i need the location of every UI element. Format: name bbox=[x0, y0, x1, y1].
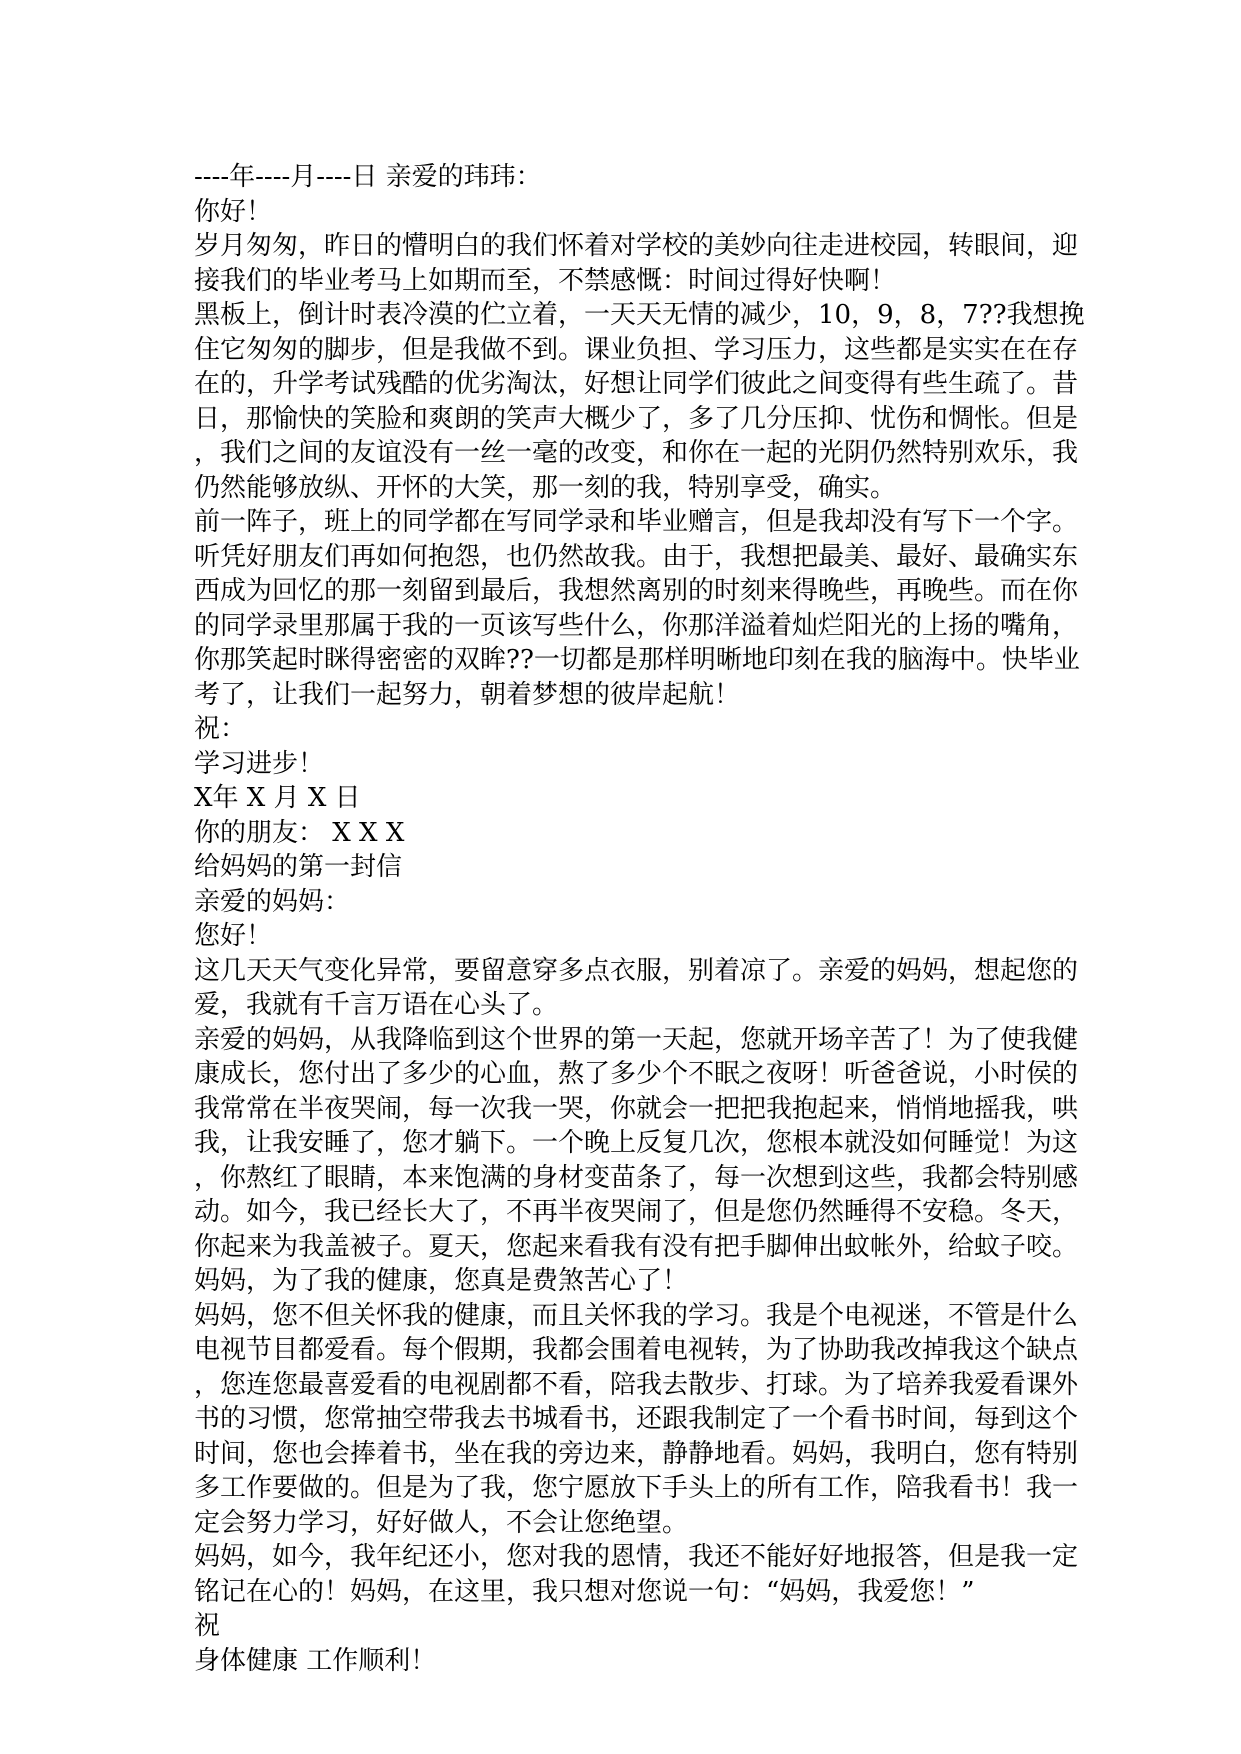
letter1-wish: 学习进步！ bbox=[194, 748, 325, 779]
text-line: 仍然能够放纵、开怀的大笑，那一刻的我，特别享受，确实。 bbox=[194, 472, 897, 503]
letter2-wish-label: 祝 bbox=[194, 1611, 221, 1641]
text-line: 时间，您也会捧着书，坐在我的旁边来，静静地看。妈妈，我明白，您有特别 bbox=[194, 1438, 1079, 1469]
text-line: 前一阵子，班上的同学都在写同学录和毕业赠言，但是我却没有写下一个字。 bbox=[194, 507, 1079, 537]
letter2-title: 给妈妈的第一封信 bbox=[194, 852, 403, 882]
text-line: 住它匆匆的脚步，但是我做不到。课业负担、学习压力，这些都是实实在在存 bbox=[194, 334, 1079, 365]
text-line: 书的习惯，您常抽空带我去书城看书，还跟我制定了一个看书时间，每到这个 bbox=[194, 1404, 1079, 1434]
text-line: 亲爱的妈妈，从我降临到这个世界的第一天起，您就开场辛苦了！为了使我健 bbox=[194, 1024, 1079, 1055]
letter2-salutation: 亲爱的妈妈： bbox=[194, 886, 351, 917]
text-line: 日，那愉快的笑脸和爽朗的笑声大概少了，多了几分压抑、忧伤和惆怅。但是 bbox=[194, 403, 1079, 434]
letter1-wish-label: 祝： bbox=[194, 714, 247, 744]
text-line: 妈妈，如今，我年纪还小，您对我的恩情，我还不能好好地报答，但是我一定 bbox=[194, 1542, 1079, 1572]
text-line: 你那笑起时眯得密密的双眸??一切都是那样明晰地印刻在我的脑海中。快毕业 bbox=[194, 645, 1080, 675]
text-line: 康成长，您付出了多少的心血，熬了多少个不眠之夜呀！听爸爸说，小时侯的 bbox=[194, 1059, 1079, 1089]
text-line: 听凭好朋友们再如何抱怨，也仍然故我。由于，我想把最美、最好、最确实东 bbox=[194, 541, 1079, 572]
letter2-paragraph-1 bbox=[194, 954, 1079, 1023]
text-line: 多工作要做的。但是为了我，您宁愿放下手头上的所有工作，陪我看书！我一 bbox=[194, 1473, 1079, 1503]
letter1-greeting: 你好！ bbox=[194, 196, 273, 227]
letter1-header: ----年----月----日 亲爱的玮玮： bbox=[194, 162, 542, 192]
text-line: 岁月匆匆，昨日的懵明白的我们怀着对学校的美妙向往走进校园，转眼间，迎 bbox=[194, 231, 1079, 261]
letter2-greeting: 您好！ bbox=[194, 921, 273, 951]
text-line: ，我们之间的友谊没有一丝一毫的改变，和你在一起的光阴仍然特别欢乐，我 bbox=[194, 438, 1079, 468]
text-line: 爱，我就有千言万语在心头了。 bbox=[194, 990, 559, 1020]
text-line: ，您连您最喜爱看的电视剧都不看，陪我去散步、打球。为了培养我爱看课外 bbox=[194, 1369, 1079, 1400]
text-line: 电视节目都爱看。每个假期，我都会围着电视转，为了协助我改掉我这个缺点 bbox=[194, 1335, 1079, 1365]
letter1-paragraph-2 bbox=[194, 298, 1085, 505]
text-line: 在的，升学考试残酷的优劣淘汰，好想让同学们彼此之间变得有些生疏了。昔 bbox=[194, 369, 1079, 399]
text-line: 我常常在半夜哭闹，每一次我一哭，你就会一把把我抱起来，悄悄地摇我，哄 bbox=[194, 1093, 1079, 1124]
text-line: 铭记在心的！妈妈，在这里，我只想对您说一句：“妈妈，我爱您！” bbox=[194, 1576, 975, 1607]
text-line: 这几天天气变化异常，要留意穿多点衣服，别着凉了。亲爱的妈妈，想起您的 bbox=[194, 955, 1079, 986]
text-line: 的同学录里那属于我的一页该写些什么，你那洋溢着灿烂阳光的上扬的嘴角， bbox=[194, 610, 1079, 641]
text-line: 定会努力学习，好好做人，不会让您绝望。 bbox=[194, 1507, 689, 1538]
text-line: 接我们的毕业考马上如期而至，不禁感慨：时间过得好快啊！ bbox=[194, 265, 897, 296]
document-body bbox=[194, 160, 1085, 1678]
letter1-signature: 你的朋友： X X X bbox=[194, 817, 405, 848]
letter2-paragraph-4 bbox=[194, 1540, 1079, 1609]
text-line: 动。如今，我已经长大了，不再半夜哭闹了，但是您仍然睡得不安稳。冬天， bbox=[194, 1197, 1079, 1227]
text-line: 妈妈，为了我的健康，您真是费煞苦心了！ bbox=[194, 1266, 689, 1296]
text-line: 你起来为我盖被子。夏天，您起来看我有没有把手脚伸出蚊帐外，给蚊子咬。 bbox=[194, 1231, 1079, 1262]
letter2-paragraph-3 bbox=[194, 1299, 1079, 1541]
text-line: 黑板上，倒计时表冷漠的伫立着，一天天无情的减少，10，9，8，7??我想挽 bbox=[194, 300, 1085, 330]
letter2-paragraph-2 bbox=[194, 1023, 1079, 1299]
text-line: 妈妈，您不但关怀我的健康，而且关怀我的学习。我是个电视迷，不管是什么 bbox=[194, 1300, 1079, 1331]
letter1-paragraph-1 bbox=[194, 229, 1079, 298]
text-line: 考了，让我们一起努力，朝着梦想的彼岸起航！ bbox=[194, 679, 741, 710]
text-line: 我，让我安睡了，您才躺下。一个晚上反复几次，您根本就没如何睡觉！为这 bbox=[194, 1128, 1079, 1158]
text-line: ，你熬红了眼睛，本来饱满的身材变苗条了，每一次想到这些，我都会特别感 bbox=[194, 1162, 1079, 1193]
text-line: 西成为回忆的那一刻留到最后，我想然离别的时刻来得晚些，再晚些。而在你 bbox=[194, 576, 1079, 606]
letter2-wish: 身体健康 工作顺利！ bbox=[194, 1645, 437, 1676]
letter1-paragraph-3 bbox=[194, 505, 1080, 712]
letter1-date: X年 X 月 X 日 bbox=[194, 783, 361, 813]
